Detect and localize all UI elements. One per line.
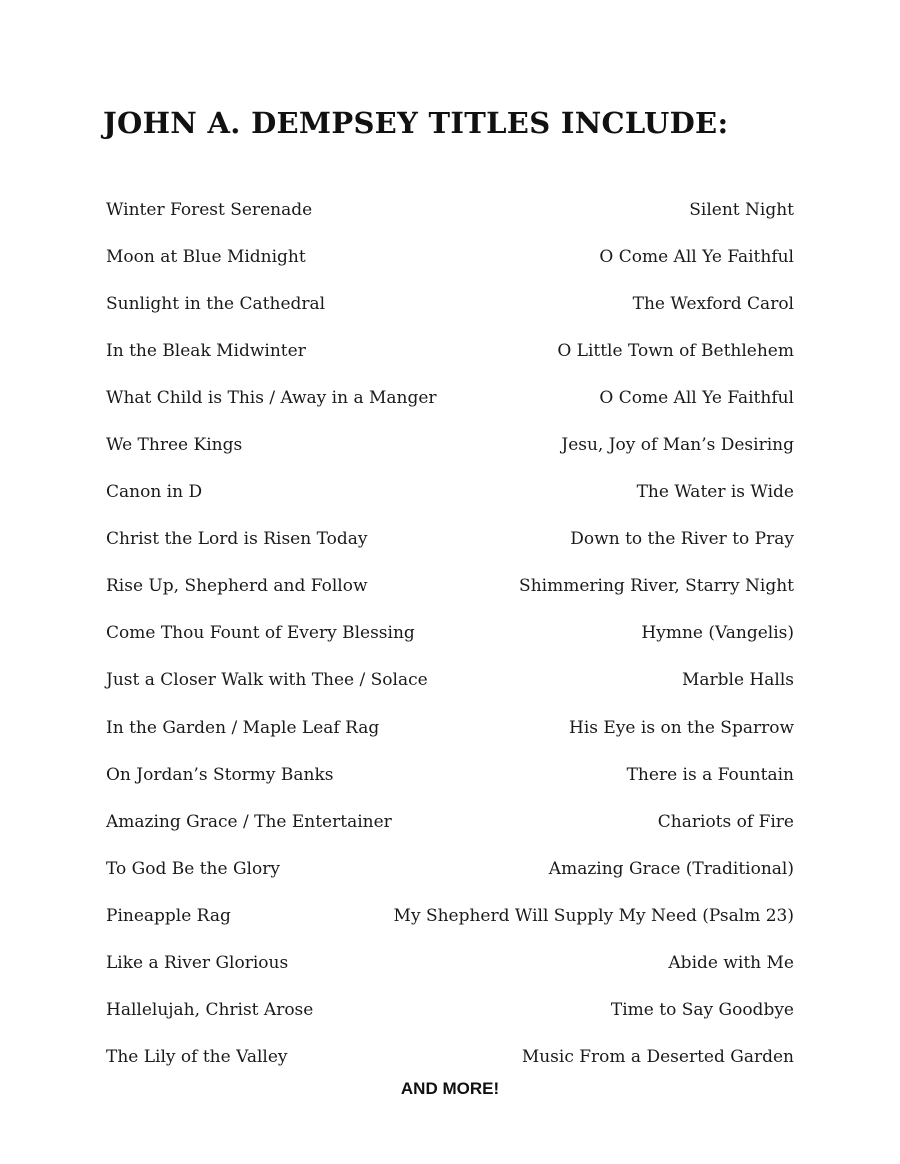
left-title: Christ the Lord is Risen Today — [106, 529, 368, 550]
right-title: Chariots of Fire — [657, 811, 794, 832]
right-title: The Water is Wide — [636, 482, 794, 503]
page-heading: JOHN A. DEMPSEY TITLES INCLUDE: — [103, 106, 729, 140]
right-title: Abide with Me — [668, 953, 794, 974]
title-row — [106, 280, 794, 327]
and-more-footer: AND MORE! — [400, 1079, 500, 1098]
title-row — [106, 374, 794, 421]
title-row — [106, 233, 794, 280]
right-title: Time to Say Goodbye — [610, 1000, 794, 1021]
left-title: Winter Forest Serenade — [106, 199, 313, 220]
left-title: Come Thou Fount of Every Blessing — [106, 623, 415, 644]
title-row — [106, 563, 794, 610]
title-row — [106, 516, 794, 563]
title-row — [106, 657, 794, 704]
left-title: Sunlight in the Cathedral — [106, 293, 326, 314]
left-title: Canon in D — [106, 482, 203, 503]
titles-list — [106, 186, 794, 1081]
right-title: Shimmering River, Starry Night — [519, 576, 794, 597]
right-title: Amazing Grace (Traditional) — [548, 858, 794, 879]
title-row — [106, 1034, 794, 1081]
left-title: In the Garden / Maple Leaf Rag — [106, 717, 380, 738]
left-title: We Three Kings — [106, 435, 243, 456]
left-title: What Child is This / Away in a Manger — [106, 387, 437, 408]
left-title: In the Bleak Midwinter — [106, 340, 306, 361]
title-row — [106, 186, 794, 233]
title-row — [106, 751, 794, 798]
left-title: The Lily of the Valley — [106, 1047, 288, 1068]
left-title: Just a Closer Walk with Thee / Solace — [106, 670, 428, 691]
left-title: Pineapple Rag — [106, 905, 231, 926]
right-title: My Shepherd Will Supply My Need (Psalm 23) — [393, 905, 794, 926]
title-row — [106, 987, 794, 1034]
right-title: Marble Halls — [681, 670, 794, 691]
right-title: O Come All Ye Faithful — [599, 246, 794, 267]
title-row — [106, 798, 794, 845]
right-title: The Wexford Carol — [632, 293, 794, 314]
right-title: There is a Fountain — [626, 764, 794, 785]
left-title: Hallelujah, Christ Arose — [106, 1000, 314, 1021]
left-title: Like a River Glorious — [106, 953, 289, 974]
title-row — [106, 421, 794, 468]
left-title: Rise Up, Shepherd and Follow — [106, 576, 368, 597]
right-title: Down to the River to Pray — [570, 529, 794, 550]
right-title: Silent Night — [689, 199, 794, 220]
right-title: Music From a Deserted Garden — [521, 1047, 794, 1068]
right-title: His Eye is on the Sparrow — [569, 717, 794, 738]
left-title: To God Be the Glory — [106, 858, 280, 879]
left-title: On Jordan’s Stormy Banks — [106, 764, 334, 785]
right-title: Hymne (Vangelis) — [641, 623, 794, 644]
right-title: Jesu, Joy of Man’s Desiring — [561, 435, 794, 456]
title-row — [106, 940, 794, 987]
title-row — [106, 892, 794, 939]
left-title: Moon at Blue Midnight — [106, 246, 306, 267]
right-title: O Little Town of Bethlehem — [557, 340, 794, 361]
left-title: Amazing Grace / The Entertainer — [106, 811, 392, 832]
title-row — [106, 845, 794, 892]
title-row — [106, 469, 794, 516]
title-row — [106, 327, 794, 374]
title-row — [106, 610, 794, 657]
title-row — [106, 704, 794, 751]
right-title: O Come All Ye Faithful — [599, 387, 794, 408]
